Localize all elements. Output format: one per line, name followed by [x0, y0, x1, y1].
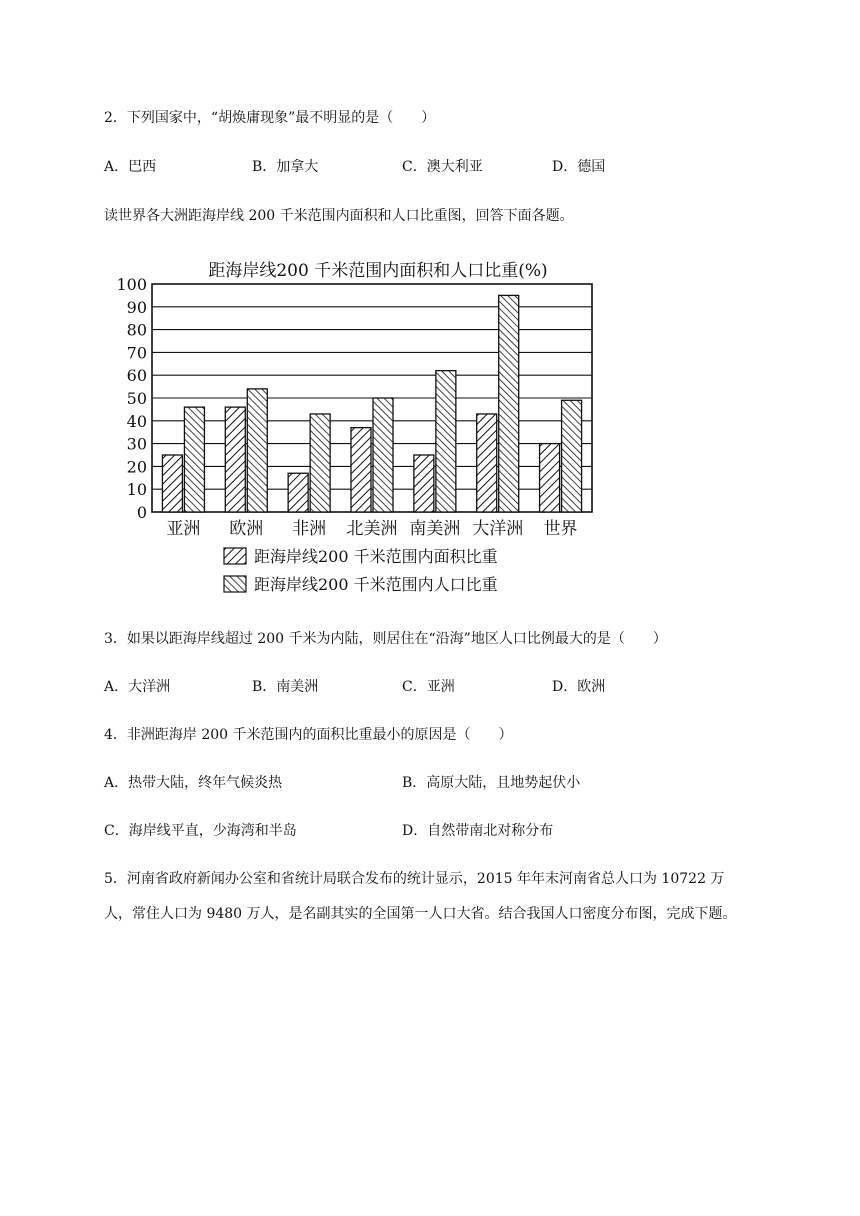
y-tick-label: 40	[126, 411, 147, 431]
bar-area-ratio	[351, 428, 371, 512]
question-3-stem: 3．如果以距海岸线超过 200 千米为内陆，则居住在“沿海”地区人口比例最大的是（ ）	[104, 631, 667, 647]
legend-label-area: 距海岸线200 千米范围内面积比重	[254, 547, 498, 566]
bar-population-ratio	[247, 389, 267, 512]
q2-option-a: A．巴西	[104, 159, 157, 175]
y-tick-label: 50	[126, 389, 147, 408]
x-tick-label: 欧洲	[229, 519, 264, 539]
bar-area-ratio	[162, 455, 182, 512]
y-tick-label: 30	[126, 434, 147, 454]
q3-option-c: C．亚洲	[402, 679, 455, 695]
q2-option-b: B．加拿大	[252, 159, 319, 175]
bar-population-ratio	[499, 295, 519, 512]
legend-label-population: 距海岸线200 千米范围内人口比重	[254, 575, 498, 594]
bar-area-ratio	[414, 455, 434, 512]
bar-population-ratio	[310, 414, 330, 512]
q3-option-b: B．南美洲	[252, 679, 319, 695]
question-5-line-1: 5．河南省政府新闻办公室和省统计局联合发布的统计显示，2015 年年末河南省总人口为 10722 万	[104, 871, 725, 887]
q3-option-a: A．大洋洲	[104, 679, 171, 695]
y-tick-label: 20	[126, 457, 147, 477]
x-tick-label: 南美洲	[409, 519, 461, 539]
x-tick-label: 非洲	[292, 519, 327, 539]
bar-population-ratio	[436, 371, 456, 512]
question-2-stem: 2．下列国家中，“胡焕庸现象”最不明显的是（ ）	[104, 110, 436, 126]
q2-option-d: D．德国	[552, 159, 606, 175]
legend-swatch-population	[224, 576, 246, 592]
bar-population-ratio	[184, 407, 204, 512]
chart-title: 距海岸线200 千米范围内面积和人口比重(%)	[208, 261, 548, 281]
q4-option-a: A．热带大陆，终年气候炎热	[104, 775, 283, 791]
bar-population-ratio	[373, 398, 393, 512]
bar-area-ratio	[540, 444, 560, 512]
coastal-ratio-chart	[112, 254, 602, 602]
x-tick-label: 亚洲	[166, 519, 201, 539]
y-tick-label: 0	[136, 503, 147, 522]
bar-area-ratio	[225, 407, 245, 512]
q2-option-c: C．澳大利亚	[402, 159, 483, 175]
bar-area-ratio	[288, 473, 308, 512]
y-tick-label: 10	[126, 480, 147, 500]
question-5-line-2: 人，常住人口为 9480 万人，是名副其实的全国第一人口大省。结合我国人口密度分布图，完成下题。	[104, 906, 737, 922]
x-tick-label: 大洋洲	[472, 519, 524, 539]
y-tick-label: 70	[126, 343, 147, 363]
q3-option-d: D．欧洲	[552, 679, 606, 695]
y-tick-label: 60	[126, 366, 147, 386]
y-tick-label: 90	[126, 297, 147, 317]
q4-option-b: B．高原大陆，且地势起伏小	[402, 775, 581, 791]
bar-area-ratio	[477, 414, 497, 512]
x-tick-label: 世界	[543, 519, 578, 539]
question-4-stem: 4．非洲距海岸 200 千米范围内的面积比重最小的原因是（ ）	[104, 727, 513, 743]
q4-option-c: C．海岸线平直，少海湾和半岛	[104, 823, 297, 839]
chart-intro: 读世界各大洲距海岸线 200 千米范围内面积和人口比重图，回答下面各题。	[104, 208, 574, 224]
bar-population-ratio	[562, 400, 582, 512]
y-tick-label: 100	[116, 275, 147, 294]
y-tick-label: 80	[126, 320, 147, 340]
x-tick-label: 北美洲	[346, 519, 398, 539]
q4-option-d: D．自然带南北对称分布	[402, 823, 554, 839]
legend-swatch-area	[224, 548, 246, 564]
